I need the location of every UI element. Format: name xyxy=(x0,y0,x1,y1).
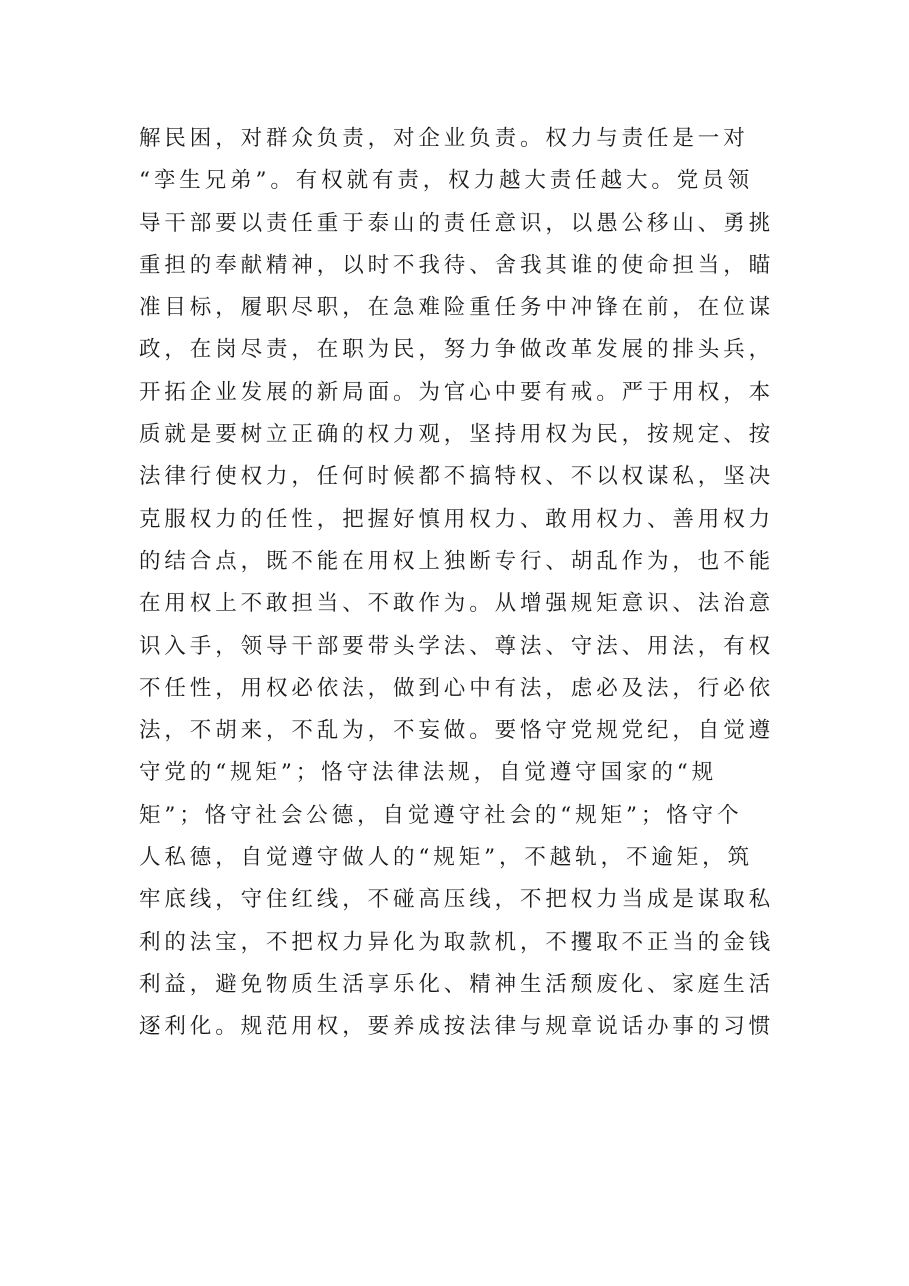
text-line: 导干部要以责任重于泰山的责任意识，以愚公移山、勇挑 xyxy=(139,210,775,236)
text-line: 准目标，履职尽职，在急难险重任务中冲锋在前，在位谋 xyxy=(139,295,775,321)
text-line: 守党的“规矩”；恪守法律法规，自觉遵守国家的“规 xyxy=(139,760,718,786)
text-line: 人私德，自觉遵守做人的“规矩”，不越轨，不逾矩，筑 xyxy=(139,845,753,871)
text-line: 法律行使权力，任何时候都不搞特权、不以权谋私，坚决 xyxy=(139,464,775,490)
text-line: 不任性，用权必依法，做到心中有法，虑必及法，行必依 xyxy=(139,675,775,701)
text-line: 的结合点，既不能在用权上独断专行、胡乱作为，也不能 xyxy=(139,548,775,574)
text-line: 政，在岗尽责，在职为民，努力争做改革发展的排头兵， xyxy=(139,337,775,363)
text-line: 在用权上不敢担当、不敢作为。从增强规矩意识、法治意 xyxy=(139,591,775,617)
text-line: 解民困，对群众负责，对企业负责。权力与责任是一对 xyxy=(139,126,749,151)
text-line: 克服权力的任性，把握好慎用权力、敢用权力、善用权力 xyxy=(139,506,775,532)
text-line: “孪生兄弟”。有权就有责，权力越大责任越大。党员领 xyxy=(139,168,753,194)
text-line: 利益，避免物质生活享乐化、精神生活颓废化、家庭生活 xyxy=(139,971,775,997)
text-line: 识入手，领导干部要带头学法、尊法、守法、用法，有权 xyxy=(139,633,775,659)
body-paragraph xyxy=(139,118,779,1049)
text-line: 逐利化。规范用权，要养成按法律与规章说话办事的习惯 xyxy=(139,1014,775,1040)
text-line: 开拓企业发展的新局面。为官心中要有戒。严于用权，本 xyxy=(139,379,775,405)
text-line: 利的法宝，不把权力异化为取款机，不攫取不正当的金钱 xyxy=(139,929,775,955)
text-line: 质就是要树立正确的权力观，坚持用权为民，按规定、按 xyxy=(139,422,775,448)
text-line: 重担的奉献精神，以时不我待、舍我其谁的使命担当，瞄 xyxy=(139,252,775,278)
text-line: 法，不胡来，不乱为，不妄做。要恪守党规党纪，自觉遵 xyxy=(139,718,775,744)
text-line: 矩”；恪守社会公德，自觉遵守社会的“规矩”；恪守个 xyxy=(139,802,743,828)
text-line: 牢底线，守住红线，不碰高压线，不把权力当成是谋取私 xyxy=(139,887,775,913)
